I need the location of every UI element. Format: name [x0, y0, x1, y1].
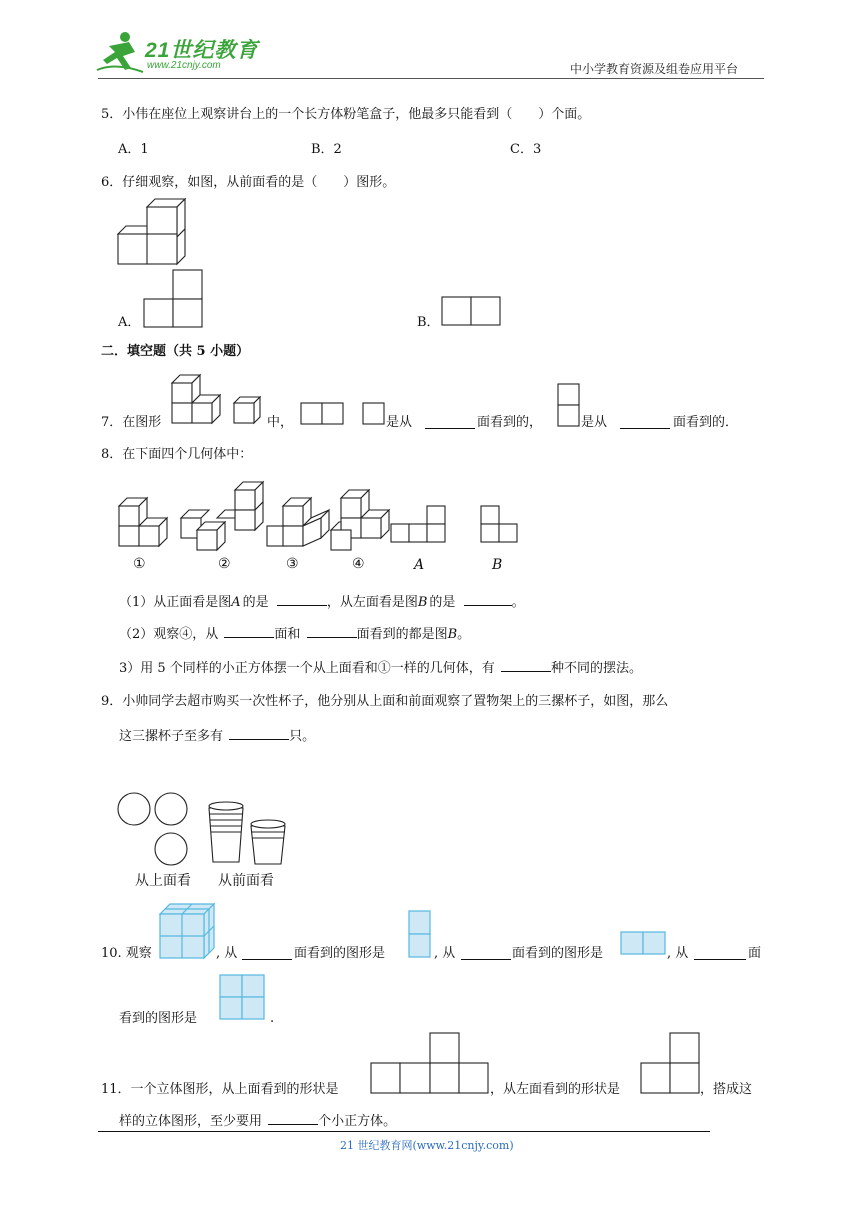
q10-line-2-end: .: [270, 1011, 275, 1026]
q11-line-2: [119, 1111, 396, 1131]
q9-line-2: [119, 726, 315, 746]
q5-option-c: C．3: [510, 142, 542, 157]
q10-part-6: , 从: [667, 946, 689, 961]
q8-sub2-B: B: [447, 627, 458, 642]
q5-option-b: B．2: [311, 142, 342, 157]
footer-text[interactable]: 21 世纪教育网(www.21cnjy.com): [340, 1139, 514, 1152]
q10-view-vertical: [408, 910, 432, 960]
q7-blank-1[interactable]: [425, 415, 475, 429]
q9-front-view-cups: [205, 800, 289, 870]
q8-sub2-text-d: 。: [457, 627, 471, 642]
q9-blank[interactable]: [229, 726, 289, 740]
q8-sub1-text-b: 的是: [242, 595, 269, 610]
q8-sub1-text-c: ，从左面看是图: [326, 595, 418, 610]
q7-part-3: 是从: [386, 415, 413, 430]
q11-top-view-figure: [370, 1032, 492, 1096]
q8-label-3: ③: [286, 556, 299, 572]
q10-blank-3[interactable]: [694, 946, 746, 960]
q8-sub3-text-a: 3）用 5 个同样的小正方体摆一个从上面看和①一样的几何体，有: [119, 661, 495, 676]
q6-cube-figure: [115, 197, 190, 267]
q11-text-a: 样的立体图形，至少要用: [119, 1114, 263, 1129]
q10-blank-2[interactable]: [461, 946, 511, 960]
q11-left-view-figure: [640, 1032, 704, 1096]
q6-stem: 6．仔细观察，如图，从前面看的是（ ）图形。: [101, 175, 396, 190]
q8-label-2: ②: [218, 556, 231, 572]
q11-part-2: ，从左面看到的形状是: [490, 1082, 621, 1097]
solid-1: [119, 498, 167, 546]
q6-option-b: B．: [417, 315, 440, 330]
q8-solids-figure: [115, 478, 525, 554]
q8-sub-1: [119, 592, 525, 612]
q7-solid-figure: [170, 373, 228, 429]
q7-blank-2[interactable]: [620, 415, 670, 429]
q7-part-5: 是从: [581, 415, 608, 430]
q8-sub2-text-b: 面和: [274, 627, 301, 642]
q8-sub2-blank-1[interactable]: [224, 624, 274, 638]
q8-label-1: ①: [133, 556, 146, 572]
q9-front-view-label: 从前面看: [218, 873, 274, 889]
view-a: [391, 506, 445, 542]
q10-view-horizontal: [620, 931, 668, 957]
header-divider: [98, 78, 764, 79]
q8-sub-2: [119, 624, 470, 644]
q5-stem: 5．小伟在座位上观察讲台上的一个长方体粉笔盒子，他最多只能看到（ ）个面。: [101, 107, 591, 122]
q7-part-2: 中，: [267, 415, 294, 430]
q7-small-cube-figure: [232, 395, 266, 427]
q8-sub1-A: A: [231, 595, 241, 610]
q10-part-5: 面看到的图形是: [512, 946, 604, 961]
q9-text-b: 只。: [289, 729, 316, 744]
q8-sub1-text-a: （1）从正面看是图: [119, 595, 232, 610]
q8-sub2-blank-2[interactable]: [307, 624, 357, 638]
q8-sub1-blank-2[interactable]: [464, 592, 512, 606]
view-b: [481, 506, 517, 542]
q6-option-b-figure[interactable]: [441, 296, 503, 330]
solid-3: [267, 498, 329, 546]
q10-part-2: , 从: [216, 946, 238, 961]
header-logo: [95, 30, 265, 80]
q8-sub1-blank-1[interactable]: [277, 592, 327, 606]
q11-text-b: 个小正方体。: [318, 1114, 397, 1129]
q7-view-one-square: [362, 402, 386, 426]
q6-option-a: A．: [118, 315, 141, 330]
q10-view-square-grid: [219, 974, 269, 1024]
q5-option-a: A．1: [118, 142, 149, 157]
solid-2: [181, 482, 263, 550]
q8-sub3-text-b: 种不同的摆法。: [550, 661, 642, 676]
q8-label-4: ④: [352, 556, 365, 572]
logo-title: 21世纪教育: [145, 39, 259, 62]
q10-part-4: , 从: [434, 946, 456, 961]
q10-line-2: 看到的图形是: [119, 1011, 198, 1026]
q7-view-two-squares: [300, 402, 346, 426]
runner-logo-icon: [95, 30, 147, 76]
q8-sub-3: [119, 658, 642, 678]
q7-view-vertical-squares: [557, 383, 581, 429]
q7-part-6: 面看到的．: [673, 415, 739, 430]
q7-part-4: 面看到的，: [477, 415, 543, 430]
q10-blue-cube-figure: [158, 902, 216, 960]
q8-label-a: A: [414, 557, 425, 573]
q9-text-a: 这三摞杯子至多有: [119, 729, 224, 744]
q10-part-7: 面: [748, 946, 762, 961]
q11-part-3: ，搭成这: [700, 1082, 753, 1097]
q9-line-1: 9．小帅同学去超市购买一次性杯子，他分别从上面和前面观察了置物架上的三摞杯子，如图，那么: [101, 694, 669, 709]
q6-option-a-figure[interactable]: [144, 268, 206, 330]
q9-top-view-circles: [116, 791, 190, 869]
logo-url: www.21cnjy.com: [147, 60, 221, 71]
q8-sub3-blank[interactable]: [501, 658, 551, 672]
q8-sub1-B: B: [417, 595, 428, 610]
q8-sub2-text-c: 面看到的都是图: [356, 627, 448, 642]
header-right-title: 中小学教育资源及组卷应用平台: [570, 62, 739, 76]
q9-top-view-label: 从上面看: [135, 873, 191, 889]
q8-stem: 8．在下面四个几何体中：: [101, 447, 253, 462]
q8-sub2-text-a: （2）观察④，从: [119, 627, 219, 642]
footer-divider: [98, 1131, 710, 1132]
q11-part-1: 11．一个立体图形，从上面看到的形状是: [101, 1082, 339, 1097]
q10-part-1: 10. 观察: [101, 946, 152, 961]
q10-part-3: 面看到的图形是: [294, 946, 386, 961]
q8-label-b: B: [492, 557, 503, 573]
q11-blank[interactable]: [268, 1111, 318, 1125]
solid-4: [331, 490, 389, 550]
section-2-title: 二．填空题（共 5 小题）: [101, 344, 250, 359]
q10-blank-1[interactable]: [242, 946, 292, 960]
q7-part-1: 7．在图形: [101, 415, 162, 430]
q8-sub1-text-e: 。: [511, 595, 525, 610]
q8-sub1-text-d: 的是: [429, 595, 456, 610]
